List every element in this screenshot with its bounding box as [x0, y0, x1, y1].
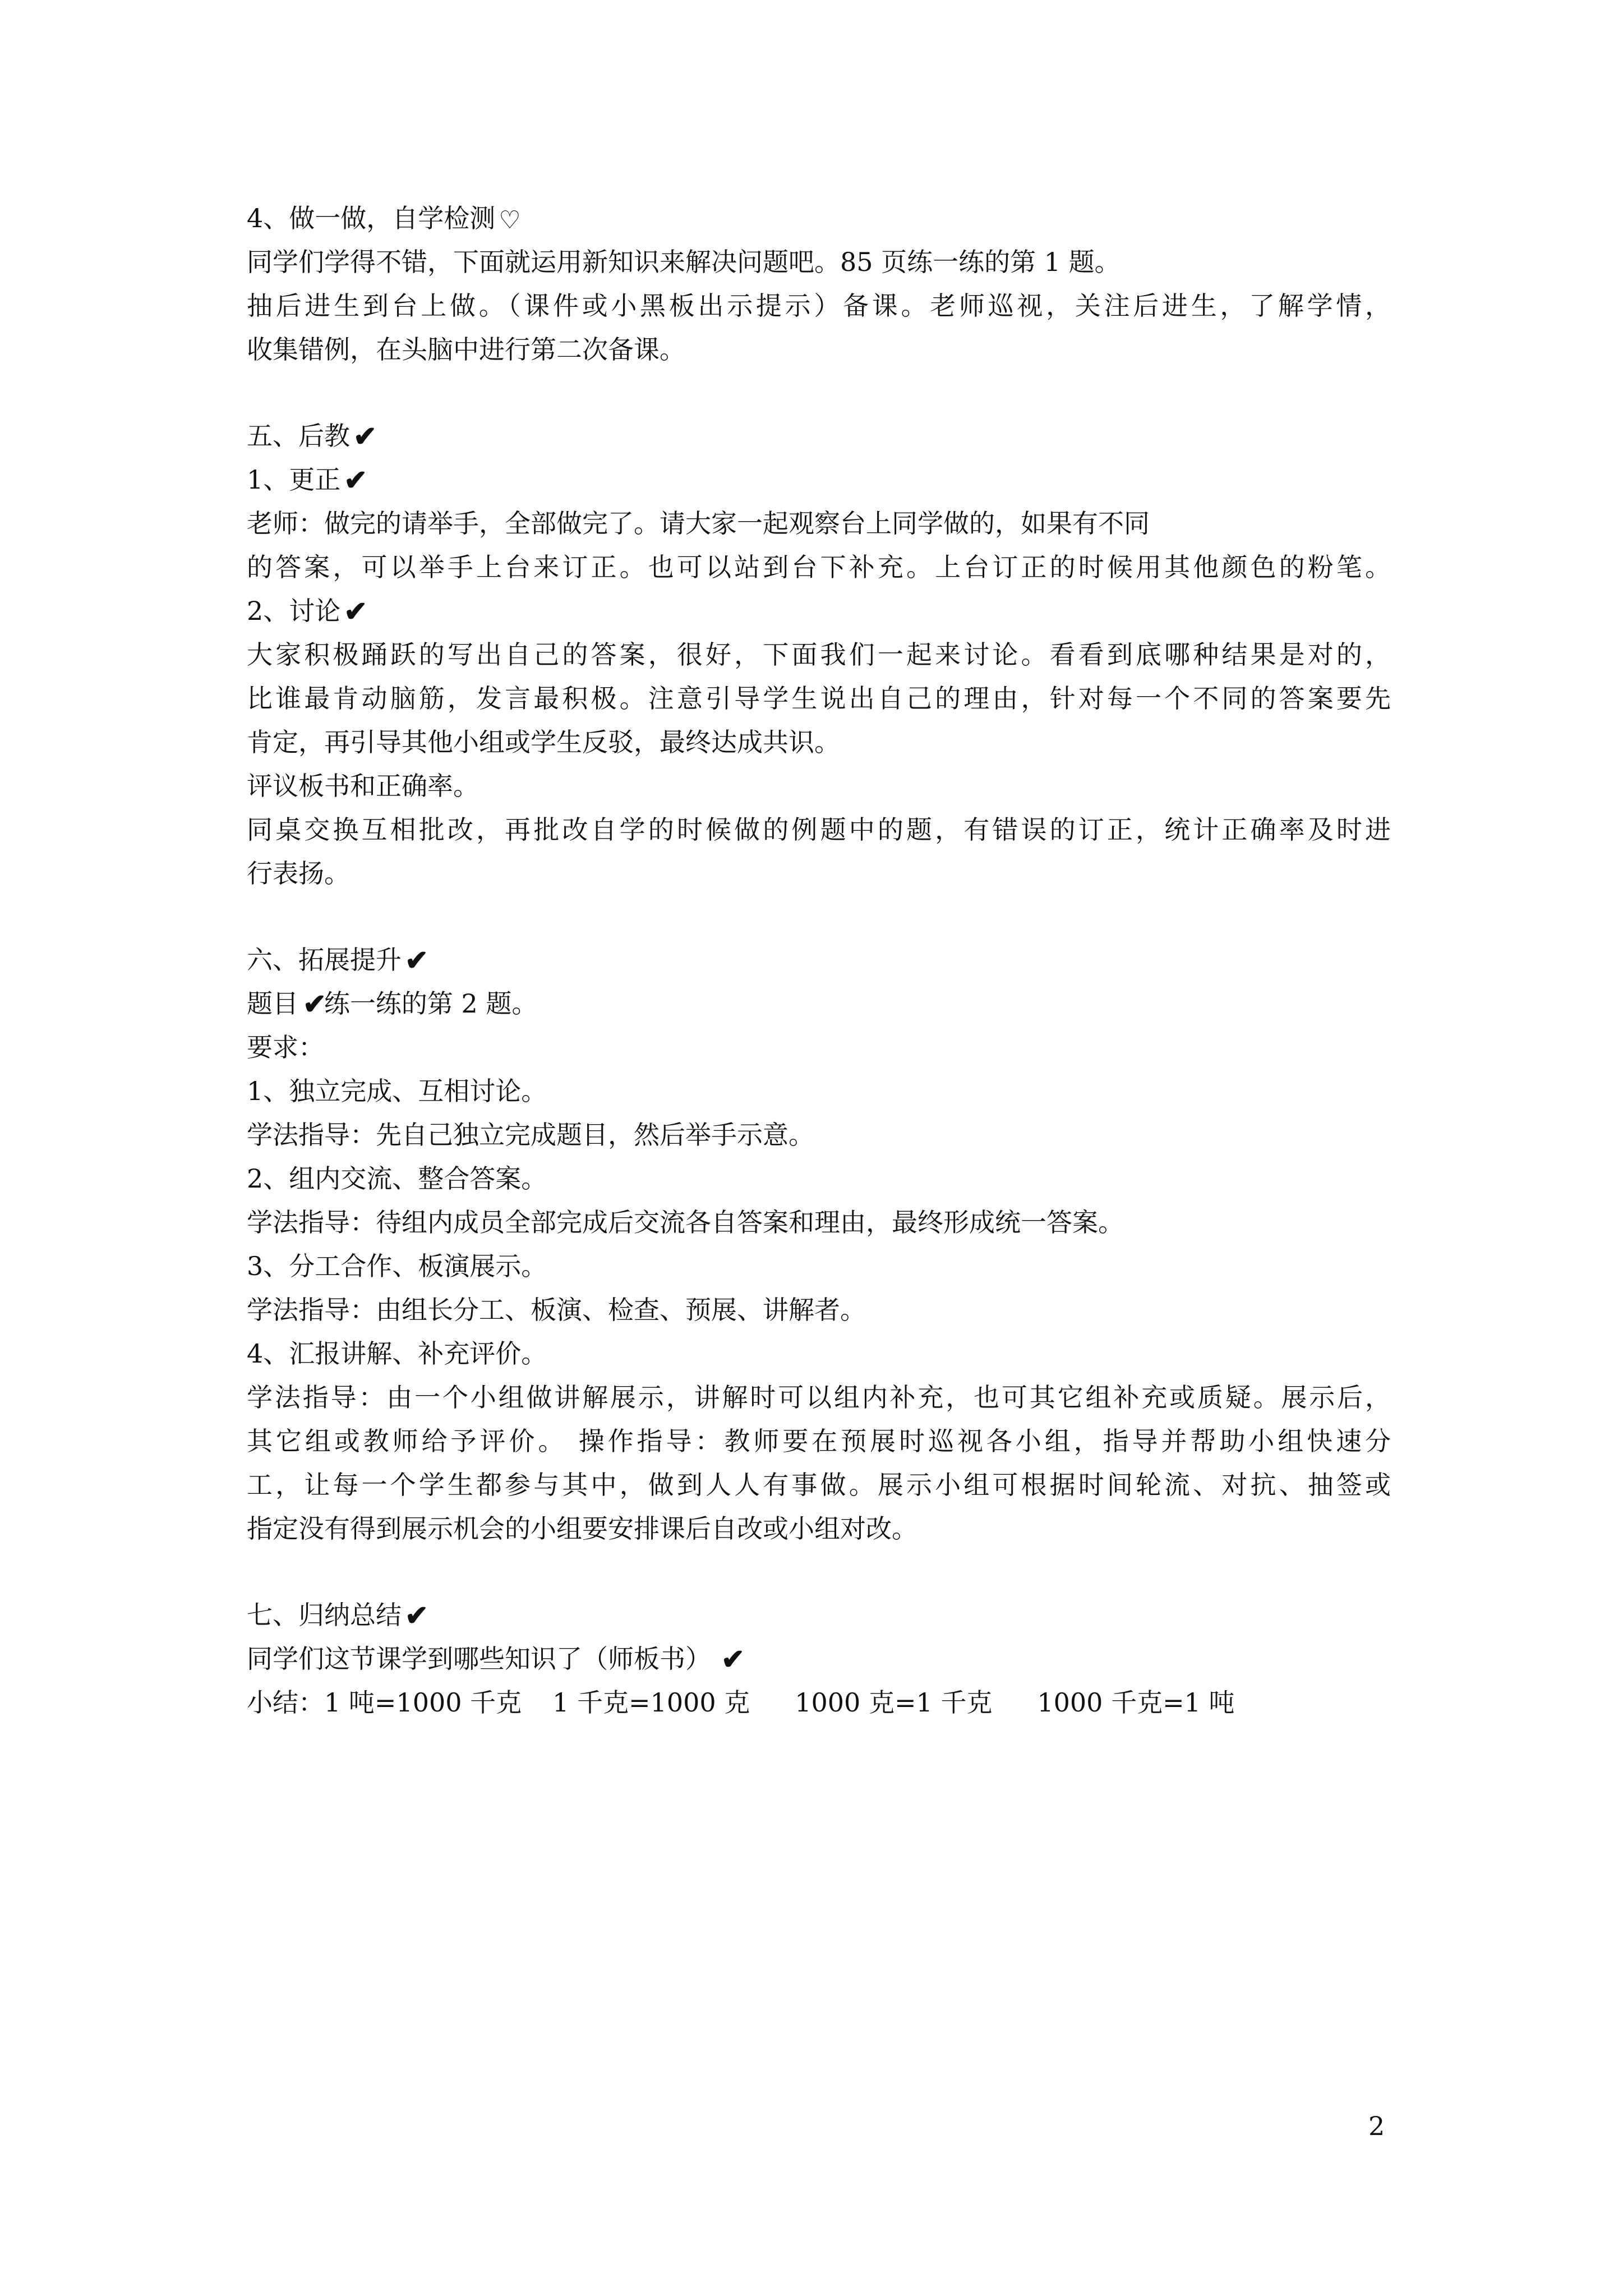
- paragraph-line: 行表扬。: [247, 858, 350, 889]
- guidance-line: 指定没有得到展示机会的小组要安排课后自改或小组对改。: [247, 1513, 917, 1544]
- paragraph-line: 抽后进生到台上做。（课件或小黑板出示提示）备课。老师巡视，关注后进生，了解学情，: [247, 291, 1391, 321]
- check-mark-icon: ✔: [405, 944, 428, 977]
- summary-item: 1 千克=1000 克: [552, 1687, 750, 1718]
- section-7-heading: 七、归纳总结 ✔: [247, 1599, 428, 1632]
- check-mark-icon: ✔: [405, 1599, 428, 1632]
- requirement-item: 3、分工合作、板演展示。: [247, 1251, 547, 1281]
- summary-item: 1 吨=1000 千克: [324, 1687, 522, 1718]
- check-mark-icon: ✔: [344, 463, 368, 496]
- subheading-correction: 1、更正 ✔: [247, 463, 368, 496]
- guidance-line: 学法指导：待组内成员全部完成后交流各自答案和理由，最终形成统一答案。: [247, 1207, 1124, 1237]
- heart-outline-icon: ♡: [499, 206, 521, 234]
- document-body: [247, 196, 1391, 1724]
- paragraph-line: 的答案，可以举手上台来订正。也可以站到台下补充。上台订正的时候用其他颜色的粉笔。: [247, 552, 1391, 582]
- summary-item: 1000 克=1 千克: [795, 1687, 993, 1718]
- subheading-discussion: 2、讨论 ✔: [247, 595, 368, 628]
- paragraph-line: 同桌交换互相批改，再批改自学的时候做的例题中的题，有错误的订正，统计正确率及时进: [247, 815, 1391, 845]
- check-mark-icon: ✔: [721, 1642, 745, 1676]
- summary-item: 1000 千克=1 吨: [1037, 1687, 1235, 1718]
- section-5-heading: 五、后教 ✔: [247, 420, 377, 453]
- guidance-line: 学法指导：先自己独立完成题目，然后举手示意。: [247, 1120, 814, 1150]
- requirements-label: 要求：: [247, 1032, 324, 1062]
- paragraph-line: 老师：做完的请举手，全部做完了。请大家一起观察台上同学做的，如果有不同: [247, 508, 1150, 539]
- guidance-line: 学法指导：由组长分工、板演、检查、预展、讲解者。: [247, 1295, 866, 1325]
- guidance-line: 其它组或教师给予评价。 操作指导：教师要在预展时巡视各小组，指导并帮助小组快速分: [247, 1426, 1391, 1456]
- summary-intro-line: 同学们这节课学到哪些知识了（师板书） ✔: [247, 1642, 745, 1676]
- paragraph-line: 评议板书和正确率。: [247, 771, 479, 801]
- topic-line: 题目 ✔练一练的第 2 题。: [247, 987, 538, 1020]
- paragraph-line: 收集错例，在头脑中进行第二次备课。: [247, 334, 685, 365]
- paragraph-line: 比谁最肯动脑筋，发言最积极。注意引导学生说出自己的理由，针对每一个不同的答案要先: [247, 683, 1391, 714]
- section-4-heading: 4、做一做，自学检测 ♡: [247, 203, 521, 234]
- guidance-line: 工，让每一个学生都参与其中，做到人人有事做。展示小组可根据时间轮流、对抗、抽签或: [247, 1470, 1391, 1500]
- check-mark-icon: ✔: [353, 420, 377, 453]
- paragraph-line: 同学们学得不错，下面就运用新知识来解决问题吧。85 页练一练的第 1 题。: [247, 247, 1121, 277]
- paragraph-line: 肯定，再引导其他小组或学生反驳，最终达成共识。: [247, 727, 840, 757]
- section-6-heading: 六、拓展提升 ✔: [247, 944, 428, 977]
- check-mark-icon: ✔: [344, 595, 368, 628]
- guidance-line: 学法指导：由一个小组做讲解展示，讲解时可以组内补充，也可其它组补充或质疑。展示后，: [247, 1382, 1391, 1412]
- check-mark-icon: ✔: [303, 987, 326, 1020]
- requirement-item: 1、独立完成、互相讨论。: [247, 1076, 547, 1106]
- page-number: 2: [1368, 2111, 1385, 2141]
- paragraph-line: 大家积极踊跃的写出自己的答案，很好，下面我们一起来讨论。看看到底哪种结果是对的，: [247, 639, 1391, 670]
- requirement-item: 2、组内交流、整合答案。: [247, 1163, 547, 1194]
- requirement-item: 4、汇报讲解、补充评价。: [247, 1338, 547, 1369]
- summary-line: 小结：1 吨=1000 千克 1 千克=1000 克 1000 克=1 千克 1000 千克=1 吨: [247, 1681, 1391, 1724]
